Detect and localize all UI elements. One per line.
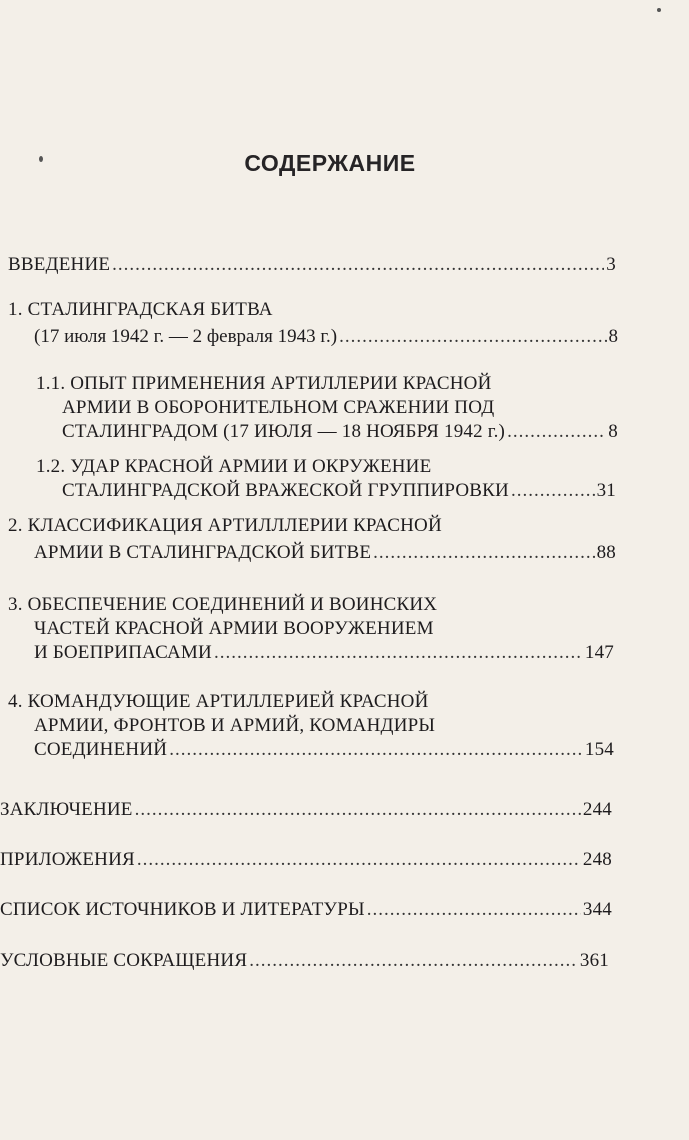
toc-entry-appendix[interactable] [0,848,612,872]
toc-entry-section-1-2[interactable] [36,455,616,503]
toc-entry-title: 1.2. УДАР КРАСНОЙ АРМИИ И ОКРУЖЕНИЕ [36,456,432,477]
toc-entry-title: ЗАКЛЮЧЕНИЕ [0,799,133,820]
toc-page-number: 244 [582,799,612,820]
toc-entry-title: ВВЕДЕНИЕ [8,254,111,275]
toc-entry-section-1[interactable] [8,298,618,349]
toc-entry-title: ПРИЛОЖЕНИЯ [0,849,135,870]
leader-dots [249,949,578,973]
leader-dots [339,325,606,349]
toc-page-number: 344 [582,899,612,920]
toc-entry-title: 1.1. ОПЫТ ПРИМЕНЕНИЯ АРТИЛЛЕРИИ КРАСНОЙ [36,373,492,394]
ink-speck [657,8,661,12]
toc-entry-section-4[interactable] [8,690,614,762]
toc-entry-title-cont: СТАЛИНГРАДСКОЙ ВРАЖЕСКОЙ ГРУППИРОВКИ [62,480,509,501]
toc-entry-title-cont: АРМИИ В СТАЛИНГРАДСКОЙ БИТВЕ [34,542,372,563]
toc-page-number: 154 [584,739,614,760]
toc-entry-section-3[interactable] [8,593,614,665]
toc-entry-title: 4. КОМАНДУЮЩИЕ АРТИЛЛЕРИЕЙ КРАСНОЙ [8,691,429,712]
leader-dots [135,798,581,822]
leader-dots [112,253,604,277]
toc-page-number: 31 [596,480,616,501]
page-title: СОДЕРЖАНИЕ [244,150,416,176]
toc-page-number: 147 [584,642,614,663]
toc-page-number: 361 [579,950,609,971]
leader-dots [214,641,583,665]
toc-entry-sources[interactable] [0,898,612,922]
toc-entry-conclusion[interactable] [0,798,612,822]
toc-entry-title-cont: ЧАСТЕЙ КРАСНОЙ АРМИИ ВООРУЖЕНИЕМ [34,618,434,639]
leader-dots [507,420,606,444]
leader-dots [511,479,595,503]
toc-page-number: 248 [582,849,612,870]
toc-entry-title: УСЛОВНЫЕ СОКРАЩЕНИЯ [0,950,248,971]
toc-page-number: 8 [608,326,618,347]
toc-entry-abbreviations[interactable] [0,949,609,973]
toc-page-number: 8 [608,421,618,442]
toc-entry-dates: (17 июля 1942 г. — 2 февраля 1943 г.) [34,326,338,347]
toc-entry-title-cont: И БОЕПРИПАСАМИ [34,642,212,663]
toc-entry-title-cont: СТАЛИНГРАДОМ (17 ИЮЛЯ — 18 НОЯБРЯ 1942 г.) [62,421,506,442]
leader-dots [137,848,581,872]
toc-page-number: 88 [596,542,616,563]
toc-entry-title-cont: АРМИИ В ОБОРОНИТЕЛЬНОМ СРАЖЕНИИ ПОД [62,397,495,418]
toc-entry-title: 3. ОБЕСПЕЧЕНИЕ СОЕДИНЕНИЙ И ВОИНСКИХ [8,594,438,615]
leader-dots [367,898,581,922]
toc-entry-section-2[interactable] [8,514,616,565]
toc-entry-intro[interactable] [8,253,616,277]
leader-dots [373,541,594,565]
toc-entry-title: СПИСОК ИСТОЧНИКОВ И ЛИТЕРАТУРЫ [0,899,365,920]
toc-entry-title-cont: АРМИИ, ФРОНТОВ И АРМИЙ, КОМАНДИРЫ [34,715,436,736]
toc-entry-title: 1. СТАЛИНГРАДСКАЯ БИТВА [8,299,273,320]
toc-entry-title-cont: СОЕДИНЕНИЙ [34,739,168,760]
leader-dots [169,738,583,762]
toc-entry-title: 2. КЛАССИФИКАЦИЯ АРТИЛЛЛЕРИИ КРАСНОЙ [8,515,442,536]
toc-page-number: 3 [606,254,616,275]
toc-entry-section-1-1[interactable] [36,372,618,444]
